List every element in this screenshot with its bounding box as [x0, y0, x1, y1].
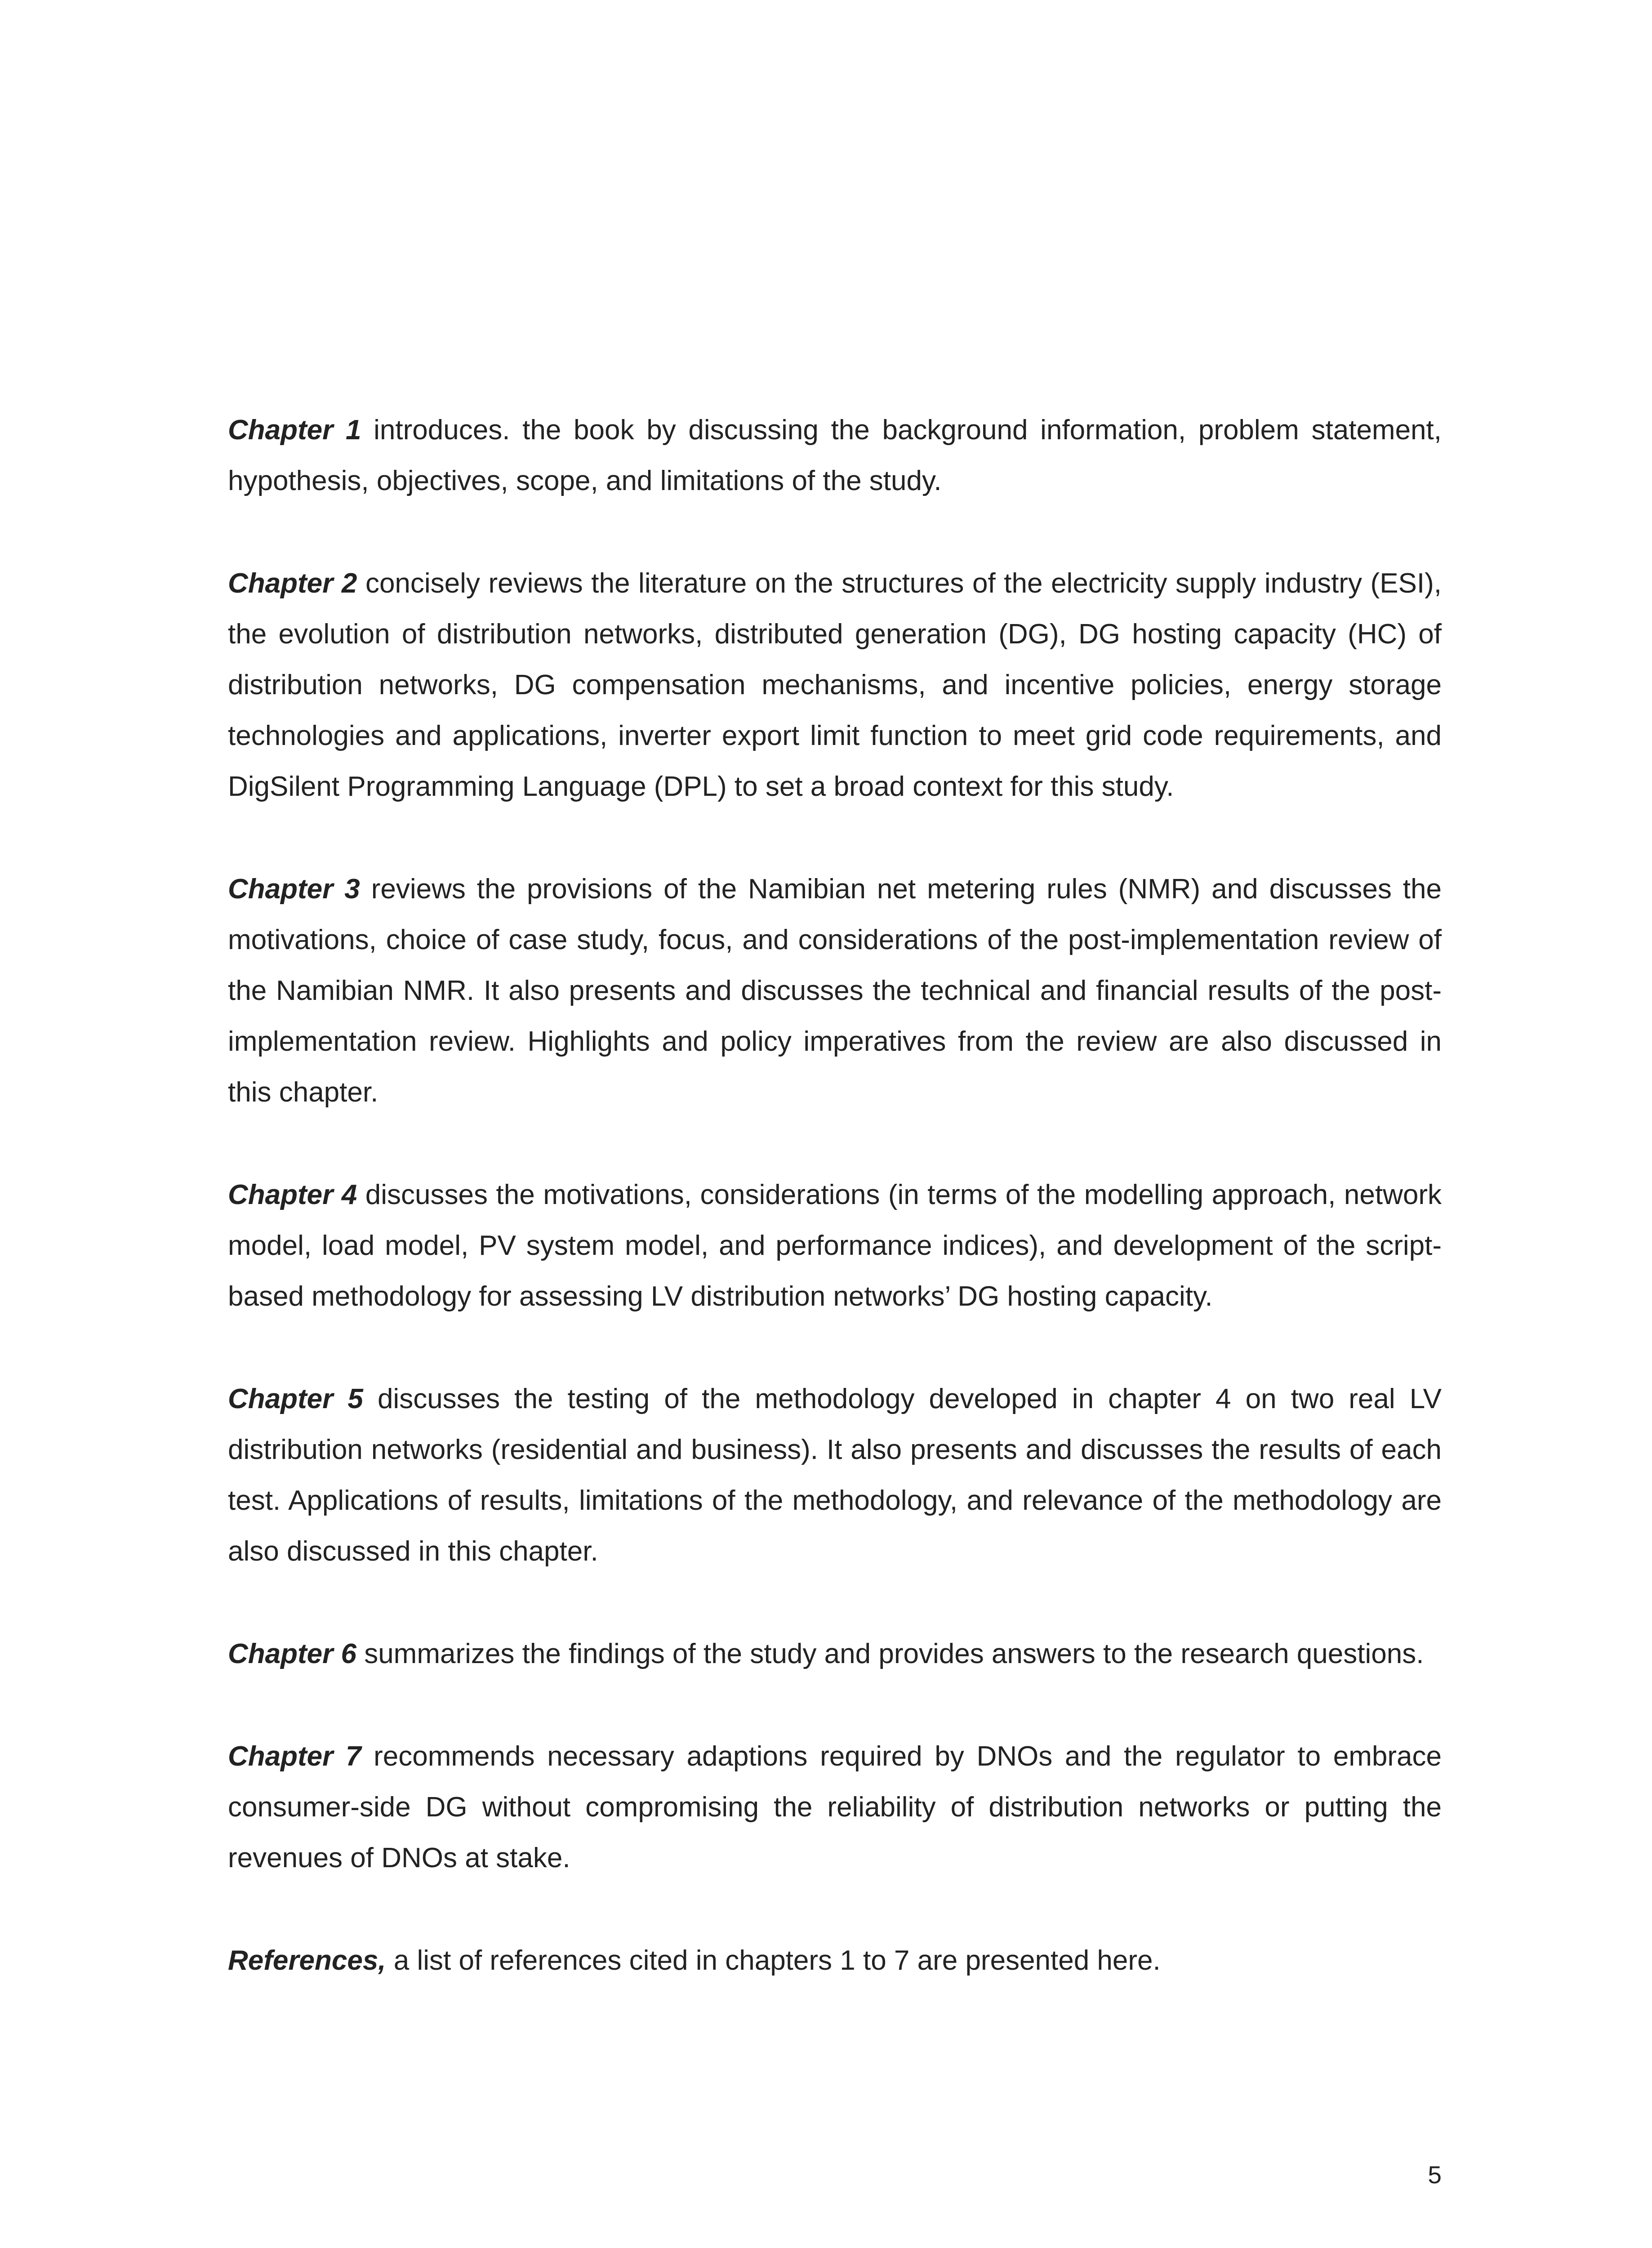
paragraph-chapter-3: [228, 864, 1442, 1118]
paragraph-text: recommends necessary adaptions required by DNOs and the regulator to embrace consumer-side DG without compromising the reliability of distribution networks or putting the revenues of DNOs at stake.: [228, 1741, 1442, 1873]
paragraph-text: a list of references cited in chapters 1 to 7 are presented here.: [386, 1945, 1161, 1976]
paragraph-text: discusses the motivations, considerations (in terms of the modelling approach, network model, load model, PV system model, and performance indices), and development of the script-based methodology for assessing LV distribution networks’ DG hosting capacity.: [228, 1179, 1442, 1312]
paragraph-lead: Chapter 5: [228, 1383, 363, 1414]
paragraph-text: discusses the testing of the methodology developed in chapter 4 on two real LV distribution networks (residential and business). It also presents and discusses the results of each test. Applications of results, limitations of the methodology, and relevance of the methodology are also discussed in this chapter.: [228, 1383, 1442, 1567]
paragraph-chapter-1: [228, 405, 1442, 506]
paragraph-lead: Chapter 3: [228, 874, 360, 905]
paragraph-chapter-5: [228, 1374, 1442, 1577]
paragraph-text: introduces. the book by discussing the background information, problem statement, hypothesis, objectives, scope, and limitations of the study.: [228, 415, 1442, 496]
paragraph-chapter-4: [228, 1169, 1442, 1322]
paragraph-text: summarizes the findings of the study and provides answers to the research questions.: [356, 1638, 1424, 1669]
paragraph-lead: Chapter 2: [228, 568, 357, 599]
paragraph-lead: Chapter 1: [228, 415, 361, 446]
paragraph-lead: Chapter 4: [228, 1179, 357, 1210]
paragraph-text: concisely reviews the literature on the structures of the electricity supply industry (ESI), the evolution of distribution networks, distributed generation (DG), DG hosting capacity (HC) of distribution networks, DG compensation mechanisms, and incentive policies, energy storage technologies and applications, inverter export limit function to meet grid code requirements, and DigSilent Programming Language (DPL) to set a broad context for this study.: [228, 568, 1442, 802]
paragraph-lead: Chapter 6: [228, 1638, 356, 1669]
paragraph-references: [228, 1935, 1442, 1986]
page-number: 5: [1428, 2161, 1442, 2189]
paragraph-chapter-6: [228, 1628, 1442, 1679]
paragraph-lead: References,: [228, 1945, 386, 1976]
body-text: [228, 405, 1442, 2038]
paragraph-lead: Chapter 7: [228, 1741, 361, 1772]
paragraph-text: reviews the provisions of the Namibian net metering rules (NMR) and discusses the motivations, choice of case study, focus, and considerations of the post-implementation review of the Namibian NMR. It also presents and discusses the technical and financial results of the post-implementation review. Highlights and policy imperatives from the review are also discussed in this chapter.: [228, 874, 1442, 1108]
paragraph-chapter-2: [228, 558, 1442, 812]
paragraph-chapter-7: [228, 1731, 1442, 1883]
